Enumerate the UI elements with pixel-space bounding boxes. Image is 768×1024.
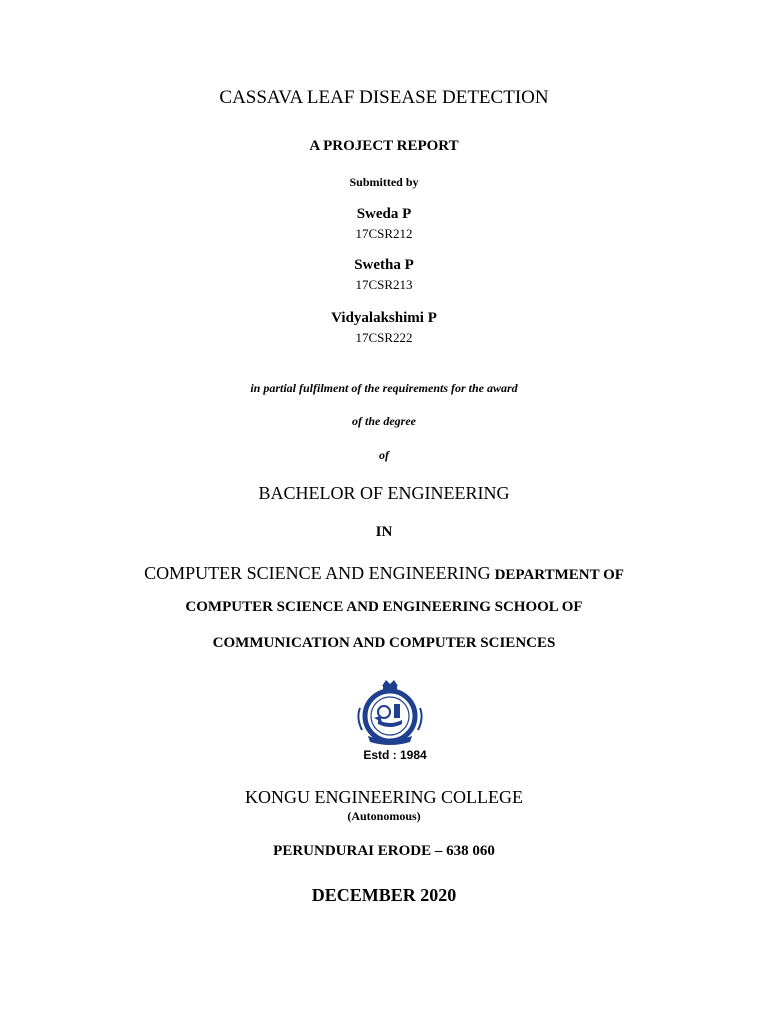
college-name: KONGU ENGINEERING COLLEGE: [245, 787, 523, 807]
fulfilment-line-1: in partial fulfilment of the requirements for the award: [250, 381, 518, 395]
project-title: CASSAVA LEAF DISEASE DETECTION: [219, 87, 549, 108]
report-type: A PROJECT REPORT: [309, 138, 459, 154]
college-address: PERUNDURAI ERODE – 638 060: [273, 843, 495, 859]
college-status: (Autonomous): [347, 809, 421, 823]
submission-date: DECEMBER 2020: [311, 885, 457, 905]
fulfilment-line-3: of: [379, 448, 389, 462]
degree-name: BACHELOR OF ENGINEERING: [258, 483, 510, 503]
student-name: Sweda P: [356, 206, 412, 222]
department-name: COMPUTER SCIENCE AND ENGINEERING: [144, 563, 491, 583]
student-roll: 17CSR212: [355, 226, 413, 241]
department-of: DEPARTMENT OF: [494, 567, 624, 583]
student-name: Vidyalakshimi P: [331, 310, 437, 326]
in-word: IN: [375, 524, 393, 540]
fulfilment-line-2: of the degree: [352, 414, 416, 428]
college-emblem-icon: [348, 678, 432, 746]
submitted-by-label: Submitted by: [349, 175, 419, 189]
department-line-2: COMPUTER SCIENCE AND ENGINEERING SCHOOL OF: [185, 599, 583, 615]
estd-label: Estd : 1984: [363, 748, 427, 762]
student-roll: 17CSR222: [355, 330, 413, 345]
student-name: Swetha P: [354, 257, 414, 273]
department-line-1: [0, 564, 768, 583]
department-line-3: COMMUNICATION AND COMPUTER SCIENCES: [212, 635, 556, 651]
student-roll: 17CSR213: [355, 277, 413, 292]
